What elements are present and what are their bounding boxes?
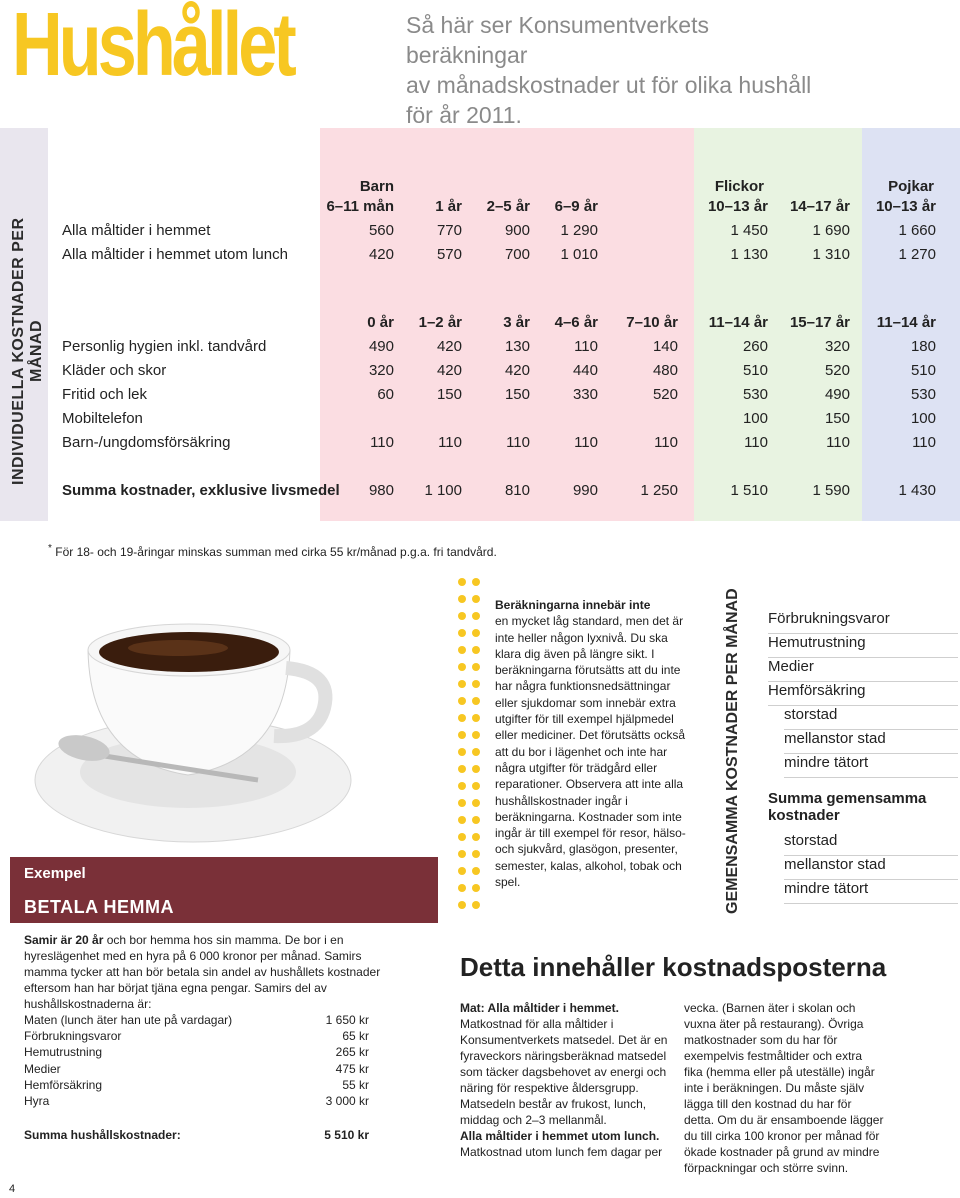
example-item-label: Maten (lunch äter han ute på vardagar) bbox=[24, 1013, 233, 1027]
food-age-row bbox=[62, 198, 942, 218]
example-body bbox=[24, 932, 394, 1012]
example-item-row bbox=[24, 1045, 369, 1059]
age-header: 3 år bbox=[503, 314, 530, 331]
group-head-flickor: Flickor bbox=[714, 178, 764, 195]
cell-value: 510 bbox=[910, 362, 936, 379]
vertical-label-individual: INDIVIDUELLA KOSTNADER PER MÅNAD bbox=[10, 217, 45, 485]
decor-dot bbox=[472, 799, 480, 807]
intro-text bbox=[406, 10, 826, 130]
decor-dot bbox=[458, 612, 466, 620]
cell-value: 1 660 bbox=[898, 222, 936, 239]
cell-value: 110 bbox=[744, 434, 768, 451]
cell-value: 1 250 bbox=[640, 482, 678, 499]
age-header: 2–5 år bbox=[486, 198, 530, 215]
common-cost-item: Medier bbox=[768, 658, 958, 682]
row-label: Mobiltelefon bbox=[62, 410, 143, 427]
cell-value: 530 bbox=[910, 386, 936, 403]
decor-dot bbox=[458, 714, 466, 722]
common-cost-subitem: mellanstor stad bbox=[784, 856, 958, 880]
decor-dot bbox=[458, 578, 466, 586]
example-item-label: Förbrukningsvaror bbox=[24, 1029, 122, 1044]
cell-value: 110 bbox=[506, 434, 530, 451]
decor-dot bbox=[458, 748, 466, 756]
table-row bbox=[62, 246, 942, 268]
cell-value: 110 bbox=[826, 434, 850, 451]
table-row bbox=[62, 386, 942, 408]
age-header: 10–13 år bbox=[707, 198, 768, 215]
decor-dot bbox=[458, 646, 466, 654]
example-total-label: Summa hushållskostnader: bbox=[24, 1128, 181, 1142]
bottom-column-1 bbox=[460, 1000, 670, 1160]
decor-dot bbox=[472, 867, 480, 875]
decor-dot bbox=[472, 748, 480, 756]
cell-value: 990 bbox=[572, 482, 598, 499]
cell-value: 440 bbox=[572, 362, 598, 379]
decor-dot bbox=[472, 629, 480, 637]
cell-value: 510 bbox=[742, 362, 768, 379]
common-cost-sum-label: Summa gemensamma kostnader bbox=[768, 790, 927, 824]
cell-value: 1 310 bbox=[812, 246, 850, 263]
cell-value: 520 bbox=[824, 362, 850, 379]
decor-dot bbox=[458, 850, 466, 858]
cell-value: 130 bbox=[504, 338, 530, 355]
col1-heading-1: Mat: Alla måltider i hemmet. bbox=[460, 1001, 619, 1015]
example-item-row bbox=[24, 1062, 369, 1076]
cell-value: 420 bbox=[368, 246, 394, 263]
cell-value: 180 bbox=[910, 338, 936, 355]
cell-value: 530 bbox=[742, 386, 768, 403]
cell-value: 320 bbox=[368, 362, 394, 379]
cell-value: 1 010 bbox=[560, 246, 598, 263]
other-age-row bbox=[62, 314, 942, 334]
cost-table bbox=[0, 128, 960, 521]
cell-value: 110 bbox=[654, 434, 678, 451]
cell-value: 420 bbox=[436, 338, 462, 355]
cell-value: 100 bbox=[742, 410, 768, 427]
example-item-row bbox=[24, 1094, 369, 1108]
col1-text-2: Matkostnad utom lunch fem dagar per bbox=[460, 1145, 663, 1159]
cell-value: 150 bbox=[436, 386, 462, 403]
common-cost-item: Förbrukningsvaror bbox=[768, 610, 958, 634]
age-header: 11–14 år bbox=[708, 314, 768, 331]
table-row bbox=[62, 410, 942, 432]
cell-value: 320 bbox=[824, 338, 850, 355]
decor-dot bbox=[458, 595, 466, 603]
decor-dot bbox=[458, 901, 466, 909]
cell-value: 810 bbox=[504, 482, 530, 499]
cell-value: 480 bbox=[652, 362, 678, 379]
cell-value: 490 bbox=[824, 386, 850, 403]
bottom-column-2: vecka. (Barnen äter i skolan och vuxna äter på restaurang). Övriga matkostnader som du har för exempelvis festmåltider och extra fika (hemma eller på uteställe) ingår inte i beräkningen. Du måste själv lägga till den kostnad du har för detta. Om du är ensamboende lägger du till cirka 100 kronor per månad för ökade kostnader på grund av mindre förpackningar och större svinn. bbox=[684, 1001, 884, 1175]
example-item-label: Hemförsäkring bbox=[24, 1077, 103, 1092]
table-row bbox=[62, 338, 942, 360]
example-total-row bbox=[24, 1128, 369, 1142]
table-row bbox=[62, 362, 942, 384]
example-body-bold: Samir är 20 år bbox=[24, 933, 104, 947]
cell-value: 770 bbox=[436, 222, 462, 239]
common-cost-subitem: storstad bbox=[784, 832, 958, 856]
age-header: 11–14 år bbox=[876, 314, 936, 331]
row-label: Alla måltider i hemmet utom lunch bbox=[62, 246, 288, 263]
row-label: Barn-/ungdomsförsäkring bbox=[62, 434, 231, 451]
decor-dot bbox=[472, 850, 480, 858]
row-label: Summa kostnader, exklusive livsmedel bbox=[62, 482, 340, 499]
decor-dot bbox=[458, 816, 466, 824]
cell-value: 560 bbox=[368, 222, 394, 239]
example-item-value: 1 650 kr bbox=[325, 1013, 369, 1027]
age-header: 1 år bbox=[435, 198, 462, 215]
dot-column-decoration bbox=[456, 576, 482, 916]
cell-value: 490 bbox=[368, 338, 394, 355]
age-header: 14–17 år bbox=[789, 198, 850, 215]
cell-value: 260 bbox=[742, 338, 768, 355]
table-row bbox=[62, 222, 942, 244]
logo: Hushållet bbox=[12, 0, 293, 95]
decor-dot bbox=[458, 680, 466, 688]
cell-value: 140 bbox=[652, 338, 678, 355]
example-item-value: 265 kr bbox=[335, 1045, 369, 1060]
age-header: 6–11 mån bbox=[326, 198, 394, 215]
decor-dot bbox=[472, 884, 480, 892]
footnote bbox=[48, 543, 497, 559]
age-header: 10–13 år bbox=[875, 198, 936, 215]
intro-line: av månadskostnader ut för olika hushåll bbox=[406, 72, 812, 98]
example-item-row bbox=[24, 1029, 369, 1043]
decor-dot bbox=[472, 816, 480, 824]
calculation-note bbox=[495, 597, 690, 890]
decor-dot bbox=[458, 663, 466, 671]
common-cost-item: Hemutrustning bbox=[768, 634, 958, 658]
calculation-note-text: en mycket låg standard, men det är inte heller någon lyxnivå. Du ska klara dig även på längre sikt. I beräkningarna förutsätts att du inte har några funktionsnedsättningar eller sjukdomar som innebär extra utgifter för till exempel hjälpmedel eller mediciner. Det förutsätts också att du bor i lägenhet och inte har några utgifter för trädgård eller reparationer. Observera att inte alla hushållskostnader ingår i beräkningarna. Kostnader som inte ingår är till exempel för resor, hälso- och sjukvård, glasögon, presenter, semester, kalas, alkohol, tobak och spel. bbox=[495, 614, 686, 890]
section-heading: Detta innehåller kostnadsposterna bbox=[460, 952, 887, 982]
cell-value: 1 290 bbox=[560, 222, 598, 239]
decor-dot bbox=[458, 765, 466, 773]
group-head-barn: Barn bbox=[359, 178, 394, 195]
decor-dot bbox=[458, 867, 466, 875]
decor-dot bbox=[472, 731, 480, 739]
cell-value: 1 100 bbox=[424, 482, 462, 499]
decor-dot bbox=[458, 782, 466, 790]
example-item-value: 3 000 kr bbox=[325, 1094, 369, 1108]
row-label: Personlig hygien inkl. tandvård bbox=[62, 338, 267, 355]
cell-value: 100 bbox=[910, 410, 936, 427]
intro-line: för år 2011. bbox=[406, 102, 522, 128]
decor-dot bbox=[472, 663, 480, 671]
cell-value: 1 270 bbox=[898, 246, 936, 263]
common-cost-subitem: mindre tätort bbox=[784, 754, 958, 778]
cell-value: 420 bbox=[436, 362, 462, 379]
example-item-value: 55 kr bbox=[342, 1077, 369, 1092]
example-title: BETALA HEMMA bbox=[24, 897, 174, 917]
row-label: Kläder och skor bbox=[62, 362, 167, 379]
col1-heading-2: Alla måltider i hemmet utom lunch. bbox=[460, 1129, 660, 1143]
common-cost-item: Hemförsäkring bbox=[768, 682, 958, 706]
cell-value: 570 bbox=[436, 246, 462, 263]
cell-value: 60 bbox=[377, 386, 394, 403]
cell-value: 1 510 bbox=[730, 482, 768, 499]
decor-dot bbox=[472, 612, 480, 620]
calculation-note-heading: Beräkningarna innebär inte bbox=[495, 598, 651, 612]
decor-dot bbox=[458, 884, 466, 892]
common-cost-subitem: storstad bbox=[784, 706, 958, 730]
decor-dot bbox=[472, 697, 480, 705]
age-header: 0 år bbox=[367, 314, 394, 331]
group-head-pojkar: Pojkar bbox=[888, 178, 934, 195]
cell-value: 980 bbox=[368, 482, 394, 499]
decor-dot bbox=[472, 680, 480, 688]
common-cost-subitem: mellanstor stad bbox=[784, 730, 958, 754]
footnote-mark: * bbox=[48, 543, 52, 554]
cell-value: 110 bbox=[574, 434, 598, 451]
cell-value: 520 bbox=[652, 386, 678, 403]
common-cost-subitem: mindre tätort bbox=[784, 880, 958, 904]
age-header: 4–6 år bbox=[554, 314, 598, 331]
decor-dot bbox=[458, 697, 466, 705]
vertical-label-common: GEMENSAMMA KOSTNADER PER MÅNAD bbox=[724, 588, 741, 914]
example-total-value: 5 510 kr bbox=[324, 1128, 369, 1142]
decor-dot bbox=[472, 833, 480, 841]
age-header: 7–10 år bbox=[626, 314, 678, 331]
decor-dot bbox=[472, 765, 480, 773]
table-row-sum bbox=[62, 482, 942, 504]
example-item-value: 475 kr bbox=[335, 1061, 369, 1076]
cell-value: 330 bbox=[572, 386, 598, 403]
decor-dot bbox=[472, 646, 480, 654]
cell-value: 150 bbox=[824, 410, 850, 427]
decor-dot bbox=[472, 714, 480, 722]
cell-value: 1 450 bbox=[730, 222, 768, 239]
cell-value: 150 bbox=[504, 386, 530, 403]
cell-value: 700 bbox=[504, 246, 530, 263]
example-item-value: 65 kr bbox=[342, 1029, 369, 1044]
age-header: 1–2 år bbox=[418, 314, 462, 331]
coffee-cup-image bbox=[28, 590, 358, 860]
example-item-label: Hyra bbox=[24, 1094, 50, 1108]
age-header: 6–9 år bbox=[554, 198, 598, 215]
decor-dot bbox=[458, 731, 466, 739]
decor-dot bbox=[458, 833, 466, 841]
cell-value: 110 bbox=[912, 434, 936, 451]
example-item-label: Hemutrustning bbox=[24, 1045, 103, 1060]
example-body-text: och bor hemma hos sin mamma. De bor i en hyreslägenhet med en hyra på 6 000 kronor per månad. Samirs mamma tycker att han bör betala sin andel av hushållets kostnader eftersom han har börjat tjäna egna pengar. Samirs del av hushållskostnaderna är: bbox=[24, 933, 381, 1011]
example-item-row bbox=[24, 1013, 369, 1027]
cell-value: 110 bbox=[574, 338, 598, 355]
decor-dot bbox=[472, 578, 480, 586]
decor-dot bbox=[458, 799, 466, 807]
cell-value: 110 bbox=[438, 434, 462, 451]
col1-text-1: Matkostnad för alla måltider i Konsumentverkets matsedel. Det är en fyraveckors näringsberäknad matsedel som täcker dagsbehovet av energi och näring för respektive åldersgrupp. Matsedeln består av frukost, lunch, middag och 2–3 mellanmål. bbox=[460, 1017, 668, 1127]
cell-value: 1 590 bbox=[812, 482, 850, 499]
footnote-text: För 18- och 19-åringar minskas summan med cirka 55 kr/månad p.g.a. fri tandvård. bbox=[55, 545, 497, 559]
decor-dot bbox=[472, 595, 480, 603]
cell-value: 110 bbox=[370, 434, 394, 451]
row-label: Fritid och lek bbox=[62, 386, 148, 403]
example-label: Exempel bbox=[24, 865, 86, 882]
decor-dot bbox=[472, 901, 480, 909]
decor-dot bbox=[458, 629, 466, 637]
cell-value: 900 bbox=[504, 222, 530, 239]
table-row bbox=[62, 434, 942, 456]
intro-line: Så här ser Konsumentverkets beräkningar bbox=[406, 12, 709, 68]
decor-dot bbox=[472, 782, 480, 790]
example-item-label: Medier bbox=[24, 1061, 61, 1076]
example-item-row bbox=[24, 1078, 369, 1092]
age-header: 15–17 år bbox=[789, 314, 850, 331]
page-number: 4 bbox=[9, 1183, 16, 1195]
cell-value: 1 130 bbox=[730, 246, 768, 263]
cell-value: 1 690 bbox=[812, 222, 850, 239]
row-label: Alla måltider i hemmet bbox=[62, 222, 211, 239]
cell-value: 1 430 bbox=[898, 482, 936, 499]
cell-value: 420 bbox=[504, 362, 530, 379]
